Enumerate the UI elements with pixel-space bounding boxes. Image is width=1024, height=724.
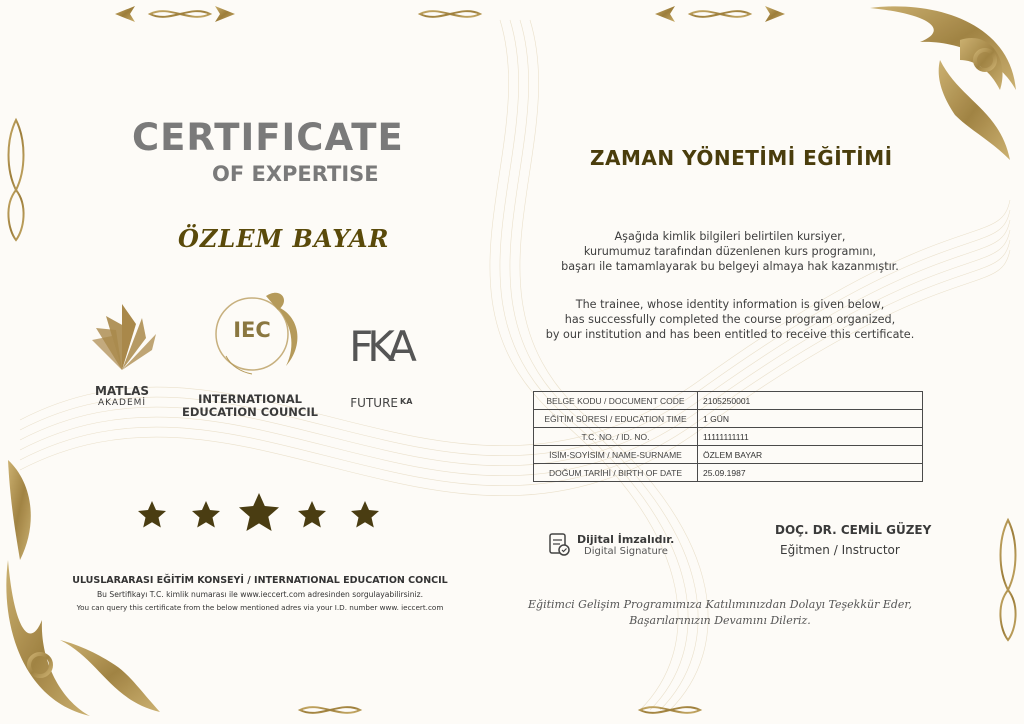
star-icon xyxy=(298,501,326,528)
instructor-name: DOÇ. DR. CEMİL GÜZEY xyxy=(775,523,932,537)
footer-council: ULUSLARARASI EĞİTİM KONSEYİ / INTERNATIONAL EDUCATION CONCIL xyxy=(72,575,448,586)
row-value: 25.09.1987 xyxy=(698,464,923,482)
iec-name-line2: EDUCATION COUNCIL xyxy=(182,405,318,419)
matlas-logo-icon xyxy=(82,298,162,378)
statement-line: kurumumuz tarafından düzenlenen kurs programını, xyxy=(583,245,877,258)
row-label: T.C. NO. / ID. NO. xyxy=(534,428,698,446)
star-icon xyxy=(351,501,379,528)
matlas-subname: AKADEMİ xyxy=(97,398,147,408)
row-value: 1 GÜN xyxy=(698,410,923,428)
english-statement xyxy=(520,297,940,342)
digital-signature-subtitle: Digital Signature xyxy=(584,546,668,557)
closing-message xyxy=(520,597,920,629)
table-row xyxy=(534,392,923,410)
table-row xyxy=(534,428,923,446)
star-icon xyxy=(138,501,166,528)
statement-line: The trainee, whose identity information is given below, xyxy=(575,298,885,311)
star-icon xyxy=(239,493,279,531)
statement-line: has successfully completed the course program organized, xyxy=(564,313,896,326)
table-row xyxy=(534,410,923,428)
iec-mark: IEC xyxy=(233,318,271,342)
row-label: BELGE KODU / DOCUMENT CODE xyxy=(534,392,698,410)
fka-name: FUTURE xyxy=(350,396,398,410)
footer-query-en: You can query this certificate from the below mentioned adres via your I.D. number www. ieccert.com xyxy=(76,603,444,612)
statement-line: by our institution and has been entitled to receive this certificate. xyxy=(545,328,915,341)
fka-name-suffix: KA xyxy=(400,397,413,406)
row-value: ÖZLEM BAYAR xyxy=(698,446,923,464)
closing-line: Eğitimci Gelişim Programımıza Katılımınızdan Dolayı Teşekkür Eder, xyxy=(528,598,912,611)
recipient-name: ÖZLEM BAYAR xyxy=(178,224,390,253)
iec-name-line1: INTERNATIONAL xyxy=(198,392,302,406)
row-label: EĞİTİM SÜRESİ / EDUCATION TIME xyxy=(534,410,698,428)
instructor-role: Eğitmen / Instructor xyxy=(780,543,900,557)
course-title: ZAMAN YÖNETİMİ EĞİTİMİ xyxy=(590,146,893,170)
row-label: DOĞUM TARİHİ / BIRTH OF DATE xyxy=(534,464,698,482)
rating-stars xyxy=(134,488,384,538)
turkish-statement xyxy=(520,229,940,274)
fka-mark: FKA xyxy=(349,322,411,371)
statement-line: başarı ile tamamlayarak bu belgeyi almaya hak kazanmıştır. xyxy=(561,260,899,273)
row-value: 2105250001 xyxy=(698,392,923,410)
certificate-subtitle: OF EXPERTISE xyxy=(212,162,379,186)
closing-line: Başarılarınızın Devamını Dileriz. xyxy=(629,614,811,627)
footer-query-tr: Bu Sertifikayı T.C. kimlik numarası ile www.ieccert.com adresinden sorgulayabilirsiniz. xyxy=(96,590,424,599)
row-value: 11111111111 xyxy=(698,428,923,446)
table-row xyxy=(534,446,923,464)
digital-signature-icon xyxy=(548,532,572,558)
table-row xyxy=(534,464,923,482)
info-table xyxy=(533,391,923,482)
statement-line: Aşağıda kimlik bilgileri belirtilen kursiyer, xyxy=(614,230,846,243)
matlas-name: MATLAS xyxy=(94,384,150,398)
star-icon xyxy=(192,501,220,528)
row-label: İSİM-SOYİSİM / NAME-SURNAME xyxy=(534,446,698,464)
certificate-title: CERTIFICATE xyxy=(132,116,404,159)
digital-signature-title: Dijital İmzalıdır. xyxy=(577,533,675,546)
